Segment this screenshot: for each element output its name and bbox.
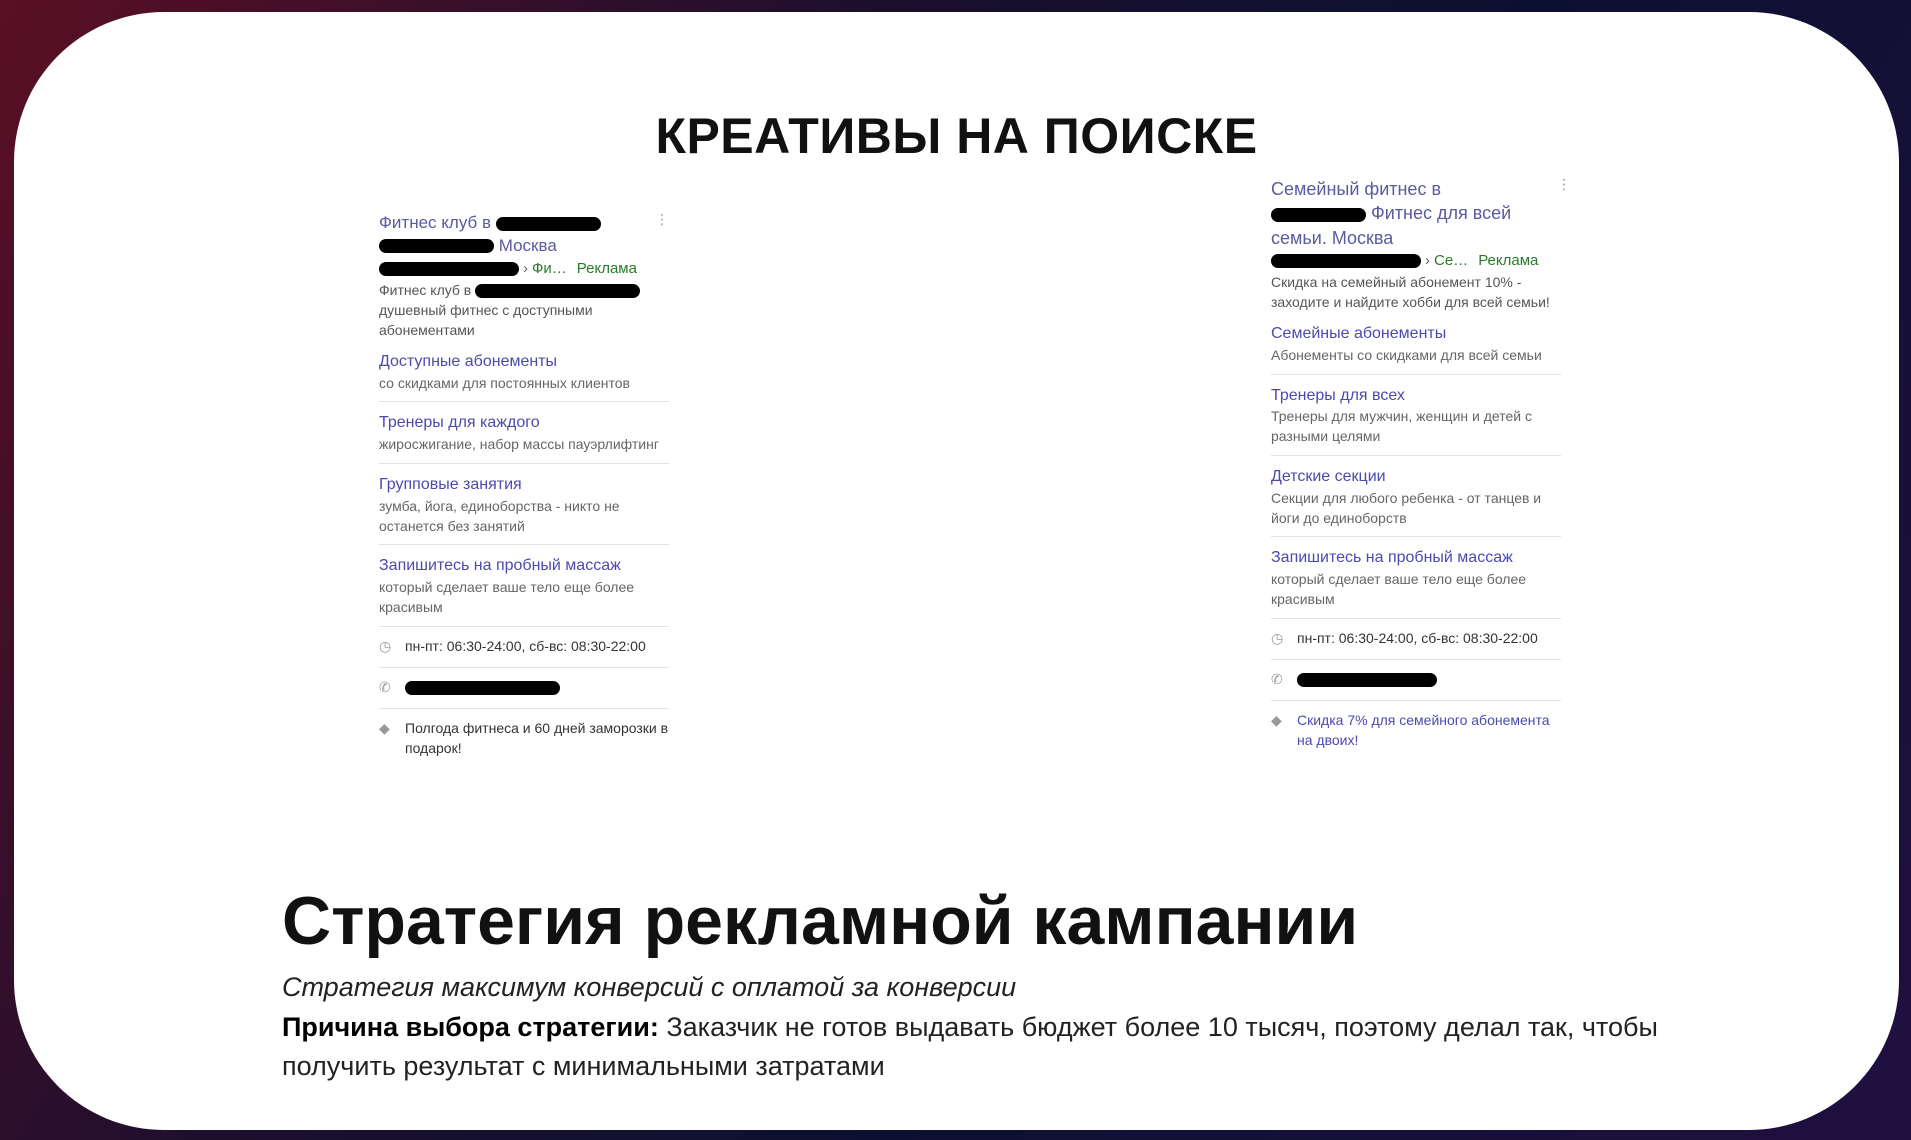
sitelink[interactable] <box>1271 313 1561 375</box>
sitelink-title[interactable]: Тренеры для каждого <box>379 414 540 432</box>
promo-row <box>379 709 669 769</box>
phone-icon: ✆ <box>379 678 391 695</box>
sitelink-desc: Секции для любого ребенка - от танцев и йоги до единоборств <box>1271 489 1542 526</box>
search-ad-right[interactable] <box>1271 176 1571 760</box>
redacted-block <box>496 217 601 231</box>
sitelink-desc: который сделает ваше тело еще более красивым <box>379 579 635 616</box>
sitelink[interactable] <box>379 545 669 626</box>
ad-url-crumb: Фи… <box>532 259 567 277</box>
sitelink[interactable] <box>1271 456 1561 537</box>
phone-row[interactable] <box>1271 660 1561 701</box>
hours-row <box>1271 619 1561 660</box>
ad-title-part: Москва <box>498 235 557 255</box>
sitelink-desc: зумба, йога, единоборства - никто не останется без занятий <box>379 497 620 534</box>
hours-text: пн-пт: 06:30-24:00, сб-вс: 08:30-22:00 <box>405 637 646 654</box>
more-vertical-icon[interactable]: ⋮ <box>1557 176 1571 192</box>
ad-title-part: Фитнес для всей <box>1371 203 1512 224</box>
sitelink[interactable] <box>379 464 669 545</box>
ad-label: Реклама <box>1478 251 1539 269</box>
strategy-reason <box>282 1008 1742 1086</box>
sitelink[interactable] <box>1271 375 1561 456</box>
hours-row <box>379 627 669 668</box>
sitelink[interactable] <box>379 341 669 403</box>
sitelink-title[interactable]: Тренеры для всех <box>1271 386 1405 404</box>
reason-label: Причина выбора стратегии: <box>282 1012 659 1042</box>
section-title: Стратегия рекламной кампании <box>282 883 1359 959</box>
ad-header <box>1271 176 1571 250</box>
ad-title-part: Фитнес клуб в <box>379 213 492 232</box>
tag-icon: ◆ <box>379 719 390 736</box>
sitelink-desc: Тренеры для мужчин, женщин и детей с разными целями <box>1271 408 1532 445</box>
sitelink-title[interactable]: Запишитесь на пробный массаж <box>379 557 621 575</box>
promo-text: Полгода фитнеса и 60 дней заморозки в подарок! <box>405 719 669 756</box>
redacted-block <box>1271 254 1421 268</box>
sitelink[interactable] <box>1271 537 1561 618</box>
promo-text[interactable]: Скидка 7% для семейного абонемента на двоих! <box>1297 711 1550 748</box>
hours-text: пн-пт: 06:30-24:00, сб-вс: 08:30-22:00 <box>1297 629 1538 646</box>
ad-label: Реклама <box>576 259 637 277</box>
sitelink-title[interactable]: Доступные абонементы <box>379 352 558 370</box>
redacted-block <box>379 262 519 276</box>
ad-description: Скидка на семейный абонемент 10% - заходите и найдите хобби для всей семьи! <box>1271 274 1550 311</box>
ad-url-crumb: Се… <box>1434 251 1469 269</box>
ad-header <box>379 212 669 258</box>
sitelink-title[interactable]: Детские секции <box>1271 468 1386 485</box>
redacted-block <box>1271 208 1366 222</box>
phone-row[interactable] <box>379 668 669 709</box>
redacted-block <box>1297 673 1437 687</box>
promo-row[interactable] <box>1271 701 1561 761</box>
more-vertical-icon[interactable]: ⋮ <box>655 211 669 227</box>
reason-text: Заказчик не готов выдавать бюджет более 10 тысяч, поэтому делал так, чтобы получить результат с минимальными затратами <box>282 1012 1658 1082</box>
sitelink-desc: со скидками для постоянных клиентов <box>379 374 630 391</box>
clock-icon: ◷ <box>1271 629 1284 646</box>
sitelink-title[interactable]: Запишитесь на пробный массаж <box>1271 549 1513 567</box>
ad-title[interactable] <box>379 212 669 258</box>
ad-description-part: душевный фитнес с доступными абонементами <box>379 302 593 338</box>
ad-description <box>379 281 669 341</box>
sitelink-desc: который сделает ваше тело еще более красивым <box>1271 571 1527 608</box>
ad-url-row[interactable] <box>379 258 669 279</box>
redacted-block <box>405 681 560 695</box>
redacted-block <box>379 239 494 253</box>
ad-title-part: семьи. Москва <box>1271 227 1394 248</box>
redacted-block <box>475 284 640 298</box>
ad-description-part: Фитнес клуб в <box>379 282 472 299</box>
breadcrumb-separator: › <box>523 259 528 277</box>
page-title: КРЕАТИВЫ НА ПОИСКЕ <box>655 108 1258 164</box>
sitelink-title[interactable]: Семейные абонементы <box>1271 324 1447 342</box>
sitelink-title[interactable]: Групповые занятия <box>379 475 522 493</box>
ad-title[interactable] <box>1271 177 1561 250</box>
sitelink[interactable] <box>379 402 669 464</box>
ad-title-part: Семейный фитнес в <box>1271 179 1442 199</box>
sitelink-desc: Абонементы со скидками для всей семьи <box>1271 346 1542 363</box>
clock-icon: ◷ <box>379 637 392 654</box>
sitelink-desc: жиросжигание, набор массы пауэрлифтинг <box>379 436 659 453</box>
search-ad-left[interactable] <box>379 212 669 768</box>
strategy-line: Стратегия максимум конверсий с оплатой за конверсии <box>282 972 1017 1002</box>
slide-card <box>14 12 1899 1130</box>
breadcrumb-separator: › <box>1425 251 1430 269</box>
tag-icon: ◆ <box>1271 711 1282 728</box>
ad-url-row[interactable] <box>1271 250 1561 271</box>
phone-icon: ✆ <box>1271 670 1283 687</box>
